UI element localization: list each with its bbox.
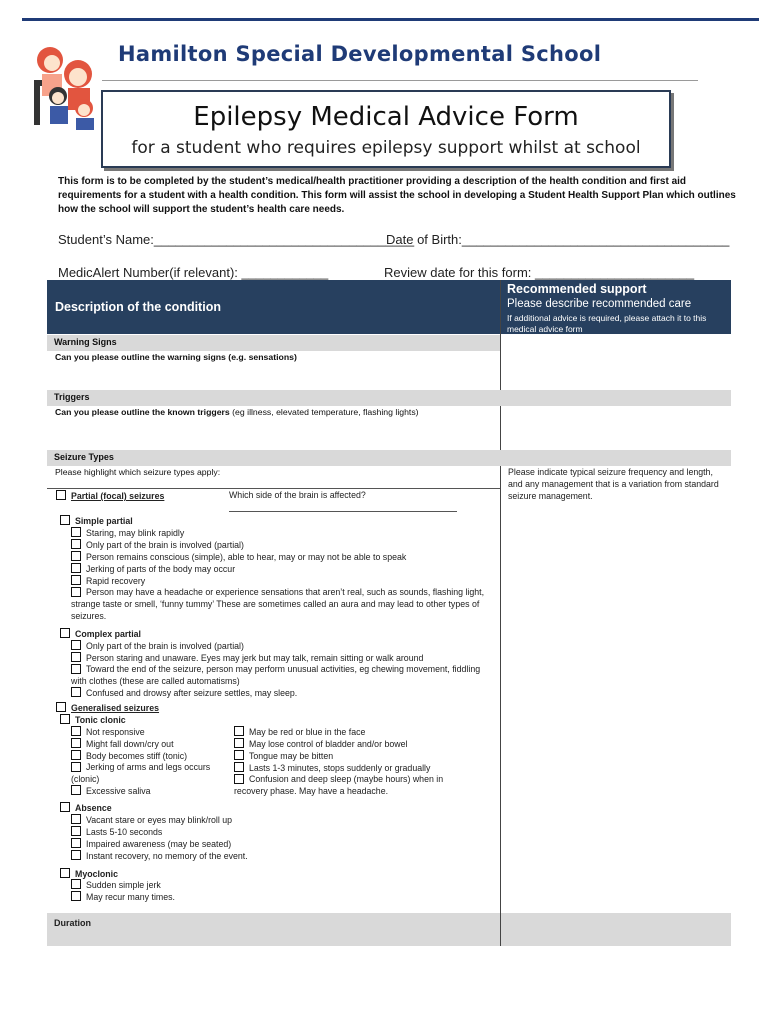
triggers-label: Triggers (54, 392, 90, 402)
checkbox[interactable] (71, 891, 81, 901)
absence-item[interactable]: Instant recovery, no memory of the event. (71, 850, 248, 861)
checkbox[interactable] (71, 762, 81, 772)
checkbox[interactable] (71, 738, 81, 748)
intro-text: This form is to be completed by the student’s medical/health practitioner providing a description of the health condition and first aid requirements for a student with a health condition. This form will assist the school in developing a Student Health Support Plan which outlines how the school will support the student’s health care needs. (58, 176, 736, 215)
complex-item[interactable]: Person staring and unaware. Eyes may jerk but may talk, remain sitting or walk around (71, 652, 423, 663)
checkbox[interactable] (234, 738, 244, 748)
seizure-types-band (47, 450, 731, 466)
myoclonic-item[interactable]: May recur many times. (71, 891, 175, 902)
checkbox[interactable] (60, 868, 70, 878)
form-title: Epilepsy Medical Advice Form (193, 102, 579, 132)
recommended-support-subtitle: Please describe recommended care (507, 298, 692, 310)
absence-item[interactable]: Vacant stare or eyes may blink/roll up (71, 814, 232, 825)
absence-item[interactable]: Impaired awareness (may be seated) (71, 838, 231, 849)
complex-item-automatisms[interactable]: Toward the end of the seizure, person may perform unusual activities, eg chewing movement, fiddling with clothes (these are called automatisms) (71, 664, 481, 686)
checkbox[interactable] (71, 652, 81, 662)
tonic-item[interactable]: Jerking of arms and legs occurs (clonic) (71, 762, 211, 784)
table-header (47, 280, 731, 334)
partial-seizures-option[interactable]: Partial (focal) seizures (56, 490, 164, 501)
absence-option[interactable]: Absence (60, 802, 112, 813)
medicalert-field[interactable]: MedicAlert Number(if relevant): ____________ (58, 265, 329, 280)
checkbox[interactable] (71, 551, 81, 561)
checkbox[interactable] (71, 575, 81, 585)
seizure-types-instruction: Please highlight which seizure types apply: (55, 467, 221, 477)
myoclonic-item[interactable]: Sudden simple jerk (71, 879, 161, 890)
tonic-item[interactable]: May lose control of bladder and/or bowel (234, 738, 407, 749)
checkbox[interactable] (71, 785, 81, 795)
review-date-field[interactable]: Review date for this form: ______________________ (384, 265, 695, 280)
dob-field[interactable]: Date of Birth:_____________________________________ (386, 232, 730, 247)
complex-partial-option[interactable]: Complex partial (60, 628, 141, 639)
warning-signs-band (47, 335, 500, 351)
simple-item[interactable]: Rapid recovery (71, 575, 145, 586)
checkbox[interactable] (234, 762, 244, 772)
warning-signs-label: Warning Signs (54, 337, 117, 347)
checkbox[interactable] (60, 628, 70, 638)
checkbox[interactable] (60, 714, 70, 724)
checkbox[interactable] (71, 814, 81, 824)
checkbox[interactable] (71, 587, 81, 597)
tonic-clonic-option[interactable]: Tonic clonic (60, 714, 126, 725)
form-subtitle: for a student who requires epilepsy support whilst at school (131, 138, 641, 158)
top-rule (22, 18, 759, 21)
complex-item[interactable]: Only part of the brain is involved (partial) (71, 640, 244, 651)
checkbox[interactable] (71, 640, 81, 650)
children-logo-icon (30, 40, 102, 132)
simple-item[interactable]: Only part of the brain is involved (partial) (71, 539, 244, 550)
checkbox[interactable] (234, 726, 244, 736)
title-box (101, 90, 671, 168)
duration-divider (500, 913, 501, 946)
side-of-brain-answer-line[interactable] (229, 511, 457, 512)
recommended-support-title: Recommended support (507, 282, 647, 296)
triggers-band (47, 390, 731, 406)
triggers-question: Can you please outline the known triggers (eg illness, elevated temperature, flashing lights) (55, 407, 419, 417)
checkbox[interactable] (71, 563, 81, 573)
tonic-item[interactable]: Excessive saliva (71, 785, 151, 796)
tonic-item[interactable]: Not responsive (71, 726, 145, 737)
simple-item[interactable]: Person remains conscious (simple), able to hear, may or may not be able to speak (71, 551, 406, 562)
duration-band (47, 913, 731, 946)
student-name-field[interactable]: Student’s Name:____________________________________ (58, 232, 415, 247)
tonic-item[interactable]: May be red or blue in the face (234, 726, 365, 737)
warning-signs-question: Can you please outline the warning signs (e.g. sensations) (55, 352, 297, 362)
checkbox[interactable] (71, 838, 81, 848)
absence-item[interactable]: Lasts 5-10 seconds (71, 826, 162, 837)
myoclonic-option[interactable]: Myoclonic (60, 868, 118, 879)
tonic-item[interactable]: Body becomes stiff (tonic) (71, 750, 187, 761)
seizure-types-label: Seizure Types (54, 452, 114, 462)
checkbox[interactable] (71, 826, 81, 836)
checkbox[interactable] (71, 687, 81, 697)
simple-item[interactable]: Jerking of parts of the body may occur (71, 563, 235, 574)
triggers-support-input[interactable] (502, 407, 730, 449)
column-divider (500, 280, 501, 944)
description-header: Description of the condition (55, 300, 221, 314)
simple-item-aura[interactable]: Person may have a headache or experience sensations that aren’t real, such as sounds, flashing light, strange taste or smell, ‘funny tummy’ These are sometimes called an aura and may lead to other types of seizures. (71, 587, 485, 621)
seizure-frequency-note: Please indicate typical seizure frequency and length, and any management that is a variation from standard seizure management. (508, 467, 719, 501)
simple-partial-option[interactable]: Simple partial (60, 515, 133, 526)
checkbox[interactable] (71, 750, 81, 760)
checkbox[interactable] (60, 515, 70, 525)
side-of-brain-question: Which side of the brain is affected? (229, 490, 366, 500)
checkbox[interactable] (71, 726, 81, 736)
tonic-item[interactable]: Tongue may be bitten (234, 750, 333, 761)
checkbox[interactable] (71, 879, 81, 889)
instruction-divider (47, 488, 500, 489)
complex-item[interactable]: Confused and drowsy after seizure settles, may sleep. (71, 687, 297, 698)
checkbox[interactable] (71, 539, 81, 549)
tonic-item[interactable]: Might fall down/cry out (71, 738, 174, 749)
checkbox[interactable] (56, 702, 66, 712)
recommended-support-header (507, 282, 727, 335)
checkbox[interactable] (234, 750, 244, 760)
checkbox[interactable] (56, 490, 66, 500)
duration-label: Duration (54, 918, 91, 928)
simple-item[interactable]: Staring, may blink rapidly (71, 527, 184, 538)
checkbox[interactable] (60, 802, 70, 812)
school-underline (102, 80, 698, 81)
checkbox[interactable] (71, 527, 81, 537)
recommended-support-note: If additional advice is required, please attach it to this medical advice form (507, 313, 707, 334)
checkbox[interactable] (71, 850, 81, 860)
checkbox[interactable] (234, 774, 244, 784)
tonic-item[interactable]: Lasts 1-3 minutes, stops suddenly or gradually (234, 762, 430, 773)
tonic-item[interactable]: Confusion and deep sleep (maybe hours) when in recovery phase. May have a headache. (234, 774, 444, 796)
checkbox[interactable] (71, 664, 81, 674)
generalised-seizures-option[interactable]: Generalised seizures (56, 702, 159, 713)
school-name: Hamilton Special Developmental School (118, 42, 602, 66)
warning-signs-support-input[interactable] (502, 350, 730, 388)
